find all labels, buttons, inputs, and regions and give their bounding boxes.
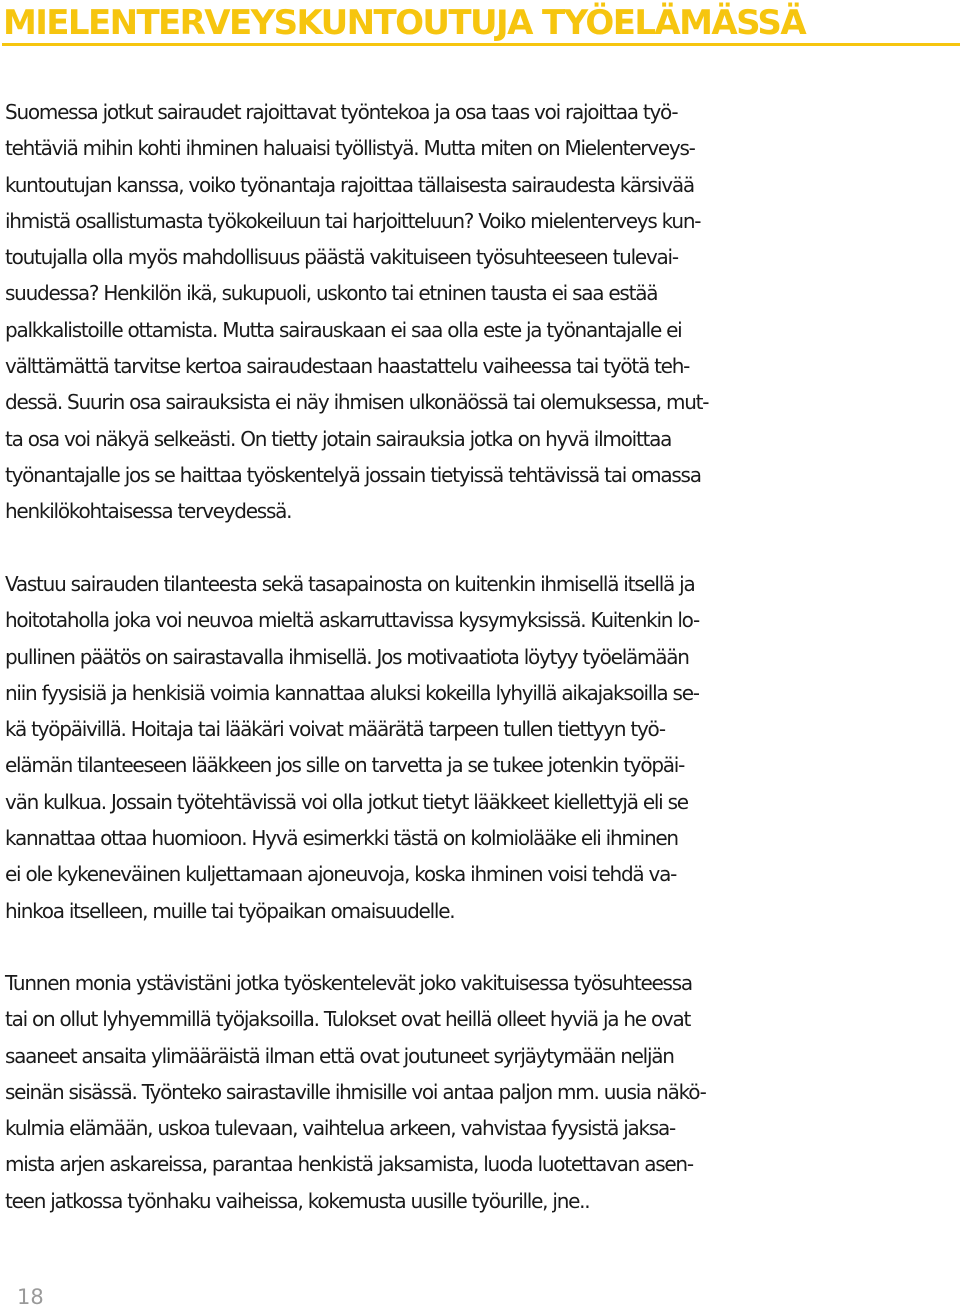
text-line: teen jatkossa työnhaku vaiheissa, kokemusta uusille työurille, jne.. — [5, 1188, 590, 1213]
text-line: kä työpäivillä. Hoitaja tai lääkäri voivat määrätä tarpeen tullen tiettyyn työ- — [5, 717, 665, 742]
text-line: tai on ollut lyhyemmillä työjaksoilla. Tulokset ovat heillä olleet hyviä ja he ovat — [5, 1007, 691, 1032]
text-line: suudessa? Henkilön ikä, sukupuoli, uskonto tai etninen tausta ei saa estää — [5, 281, 658, 306]
text-line: kulmia elämään, uskoa tulevaan, vaihtelua arkeen, vahvistaa fyysistä jaksa- — [5, 1116, 675, 1141]
paragraph-1 — [5, 94, 960, 530]
text-line: henkilökohtaisessa terveydessä. — [5, 499, 292, 524]
title-underline — [2, 43, 960, 46]
text-line: työnantajalle jos se haittaa työskentelyä jossain tietyissä tehtävissä tai omassa — [5, 462, 701, 487]
text-line: niin fyysisiä ja henkisiä voimia kannattaa aluksi kokeilla lyhyillä aikajaksoilla se- — [5, 680, 699, 705]
text-line: toutujalla olla myös mahdollisuus päästä vakituiseen työsuhteeseen tulevai- — [5, 245, 678, 270]
text-line: mista arjen askareissa, parantaa henkistä jaksamista, luoda luotettavan asen- — [5, 1152, 693, 1177]
text-line: vän kulkua. Jossain työtehtävissä voi olla jotkut tietyt lääkkeet kiellettyjä eli se — [5, 789, 688, 814]
text-line: hinkoa itselleen, muille tai työpaikan omaisuudelle. — [5, 898, 455, 923]
text-line: hoitotaholla joka voi neuvoa mieltä askarruttavissa kysymyksissä. Kuitenkin lo- — [5, 608, 699, 633]
text-line: dessä. Suurin osa sairauksista ei näy ihmisen ulkonäössä tai olemuksessa, mut- — [5, 390, 709, 415]
text-line: ei ole kykeneväinen kuljettamaan ajoneuvoja, koska ihminen voisi tehdä va- — [5, 862, 677, 887]
text-line: ta osa voi näkyä selkeästi. On tietty jotain sairauksia jotka on hyvä ilmoittaa — [5, 426, 672, 451]
text-line: Suomessa jotkut sairaudet rajoittavat työntekoa ja osa taas voi rajoittaa työ- — [5, 100, 678, 124]
text-line: Vastuu sairauden tilanteesta sekä tasapainosta on kuitenkin ihmisellä itsellä ja — [5, 572, 695, 596]
text-line: Tunnen monia ystävistäni jotka työskentelevät joko vakituisessa työsuhteessa — [5, 971, 692, 995]
text-line: pullinen päätös on sairastavalla ihmisellä. Jos motivaatiota löytyy työelämään — [5, 644, 689, 669]
page-number: 18 — [17, 1285, 44, 1309]
text-line: elämän tilanteeseen lääkkeen jos sille on tarvetta ja se tukee jotenkin työpäi- — [5, 753, 685, 778]
page-title: MIELENTERVEYSKUNTOUTUJA TYÖELÄMÄSSÄ — [3, 3, 806, 43]
text-line: saaneet ansaita ylimääräistä ilman että ovat joutuneet syrjäytymään neljän — [5, 1043, 674, 1068]
text-line: kannattaa ottaa huomioon. Hyvä esimerkki tästä on kolmiolääke eli ihminen — [5, 826, 678, 851]
text-line: tehtäviä mihin kohti ihminen haluaisi työllistyä. Mutta miten on Mielenterveys- — [5, 136, 695, 161]
text-line: seinän sisässä. Työnteko sairastaville ihmisille voi antaa paljon mm. uusia näkö- — [5, 1079, 706, 1104]
text-line: ihmistä osallistumasta työkokeiluun tai harjoitteluun? Voiko mielenterveys kun- — [5, 208, 701, 233]
text-line: välttämättä tarvitse kertoa sairaudestaan haastattelu vaiheessa tai työtä teh- — [5, 354, 690, 379]
paragraph-2 — [5, 566, 960, 929]
text-line: kuntoutujan kanssa, voiko työnantaja rajoittaa tällaisesta sairaudesta kärsivää — [5, 172, 694, 197]
text-line: palkkalistoille ottamista. Mutta sairauskaan ei saa olla este ja työnantajalle ei — [5, 317, 682, 342]
paragraph-3 — [5, 965, 960, 1219]
